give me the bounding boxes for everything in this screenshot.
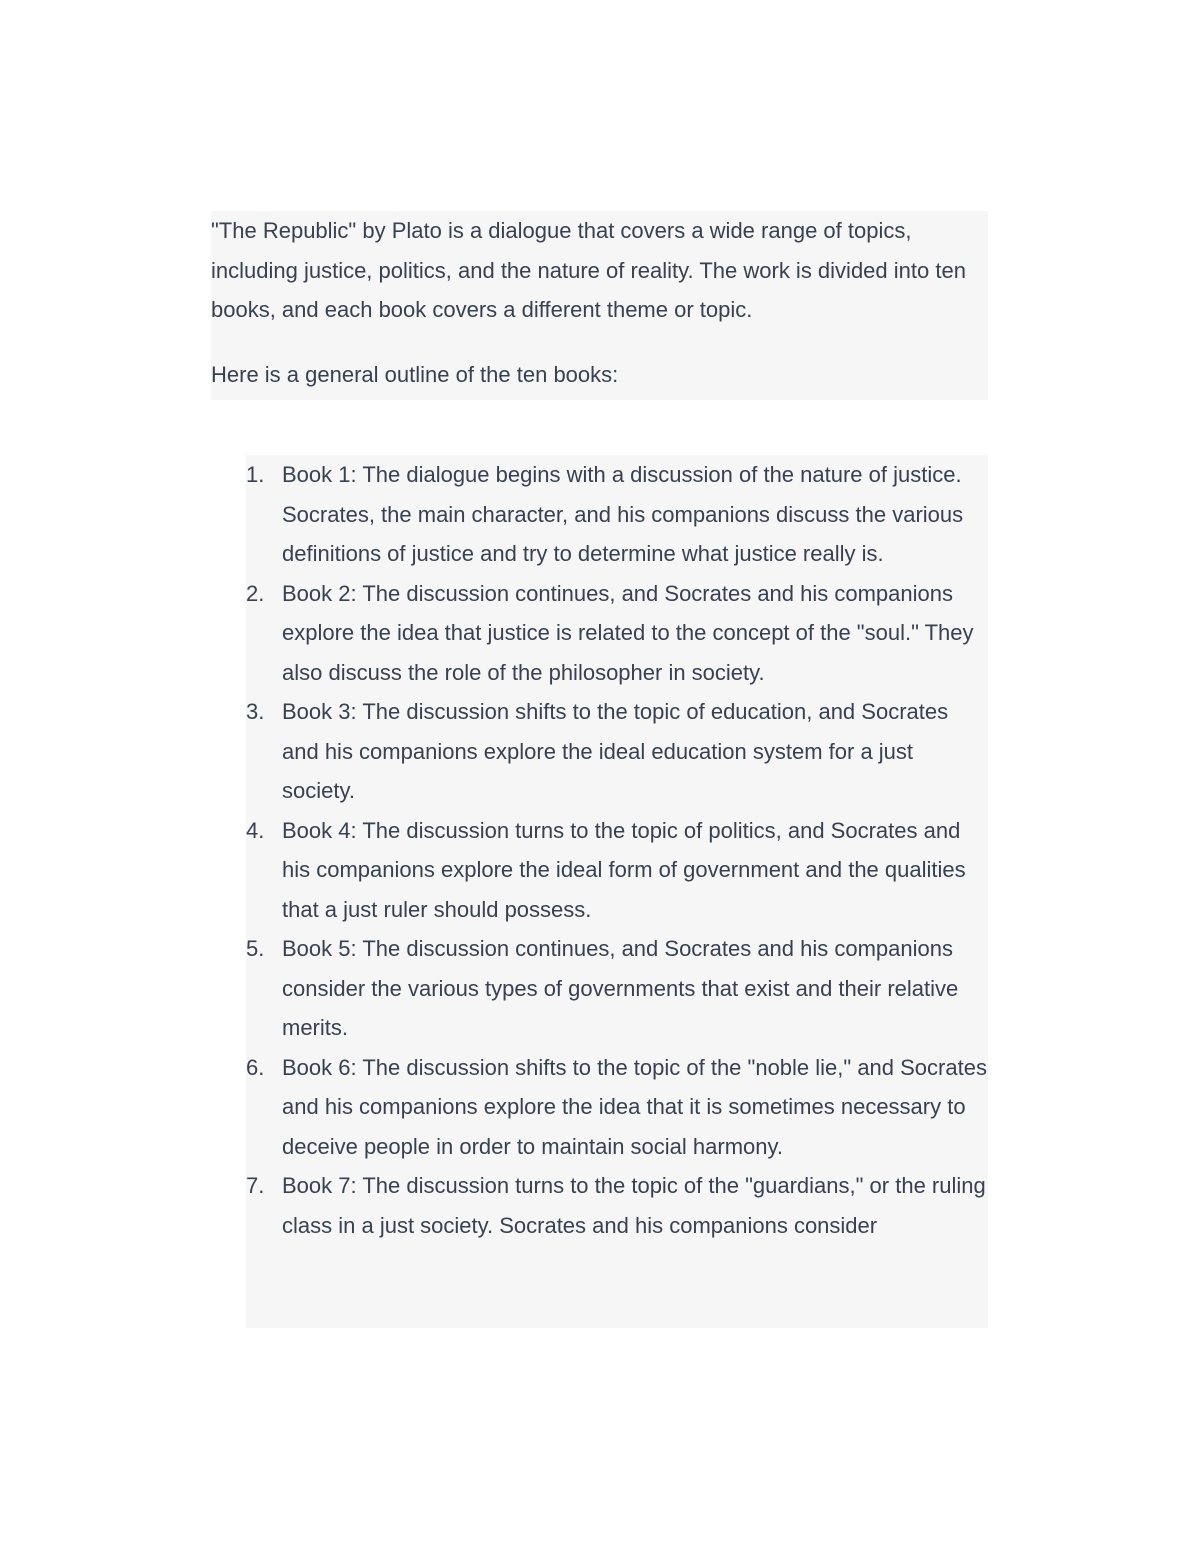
list-item-text: Book 1: The dialogue begins with a discussion of the nature of justice. Socrates, the main character, and his companions discuss the various definitions of justice and try to determine what justice really is. (282, 462, 964, 566)
list-item-text: Book 2: The discussion continues, and Socrates and his companions explore the idea that justice is related to the concept of the "soul." They also discuss the role of the philosopher in society. (282, 580, 974, 685)
list-item (246, 929, 988, 1048)
intro-block (211, 211, 988, 400)
list-item-number: 4. (246, 817, 265, 843)
list-item-number: 3. (246, 699, 265, 724)
list-item (246, 455, 988, 574)
list-item-text: Book 4: The discussion turns to the topic of politics, and Socrates and his companions explore the ideal form of government and the qualities that a just ruler should possess. (282, 817, 966, 922)
list-item-number: 6. (246, 1054, 265, 1080)
list-item-text: Book 5: The discussion continues, and Socrates and his companions consider the various types of governments that exist and their relative merits. (282, 936, 959, 1040)
list-item (246, 574, 988, 693)
outline-lead-paragraph: Here is a general outline of the ten books: (211, 362, 619, 387)
list-item-text: Book 7: The discussion turns to the topic of the "guardians," or the ruling class in a just society. Socrates and his companions consider (282, 1173, 986, 1238)
list-item (246, 1048, 988, 1167)
list-item (246, 692, 988, 811)
intro-paragraph: "The Republic" by Plato is a dialogue that covers a wide range of topics, including justice, politics, and the nature of reality. The work is divided into ten books, and each book covers a different theme or topic. (211, 218, 966, 322)
books-outline-list (246, 455, 988, 1245)
outline-list-block (246, 455, 988, 1328)
list-item-number: 5. (246, 936, 265, 961)
list-item-text: Book 3: The discussion shifts to the topic of education, and Socrates and his companions explore the ideal education system for a just society. (282, 699, 949, 803)
list-item (246, 1166, 988, 1245)
list-item-number: 2. (246, 580, 265, 606)
list-item-number: 7. (246, 1173, 265, 1198)
list-item-number: 1. (246, 462, 265, 487)
list-item (246, 811, 988, 930)
list-item-text: Book 6: The discussion shifts to the topic of the "noble lie," and Socrates and his companions explore the idea that it is sometimes necessary to deceive people in order to maintain social harmony. (282, 1054, 987, 1159)
